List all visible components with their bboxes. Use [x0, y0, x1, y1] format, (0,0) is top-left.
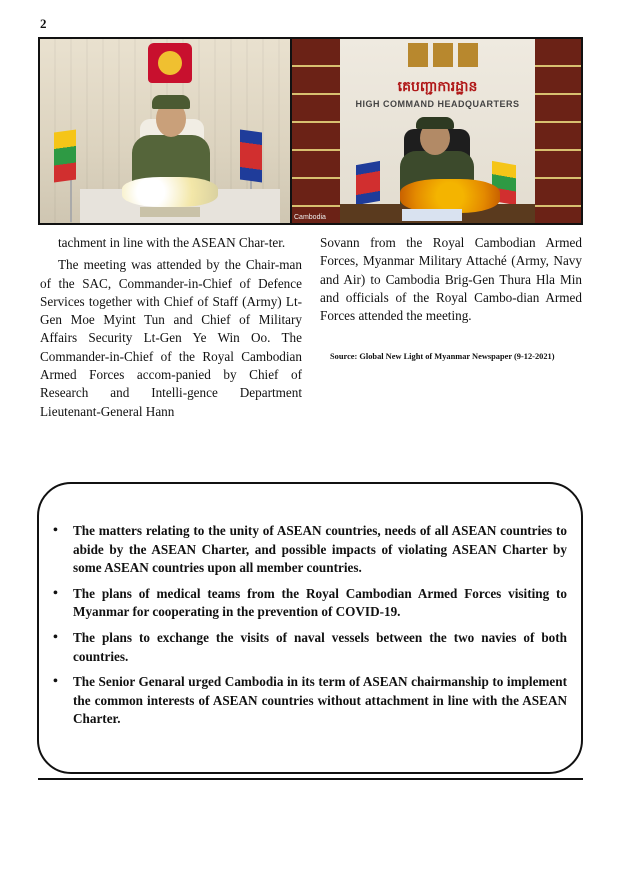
summary-list — [73, 522, 567, 736]
official-cap — [152, 95, 190, 109]
summary-box — [37, 482, 583, 774]
article-paragraph: tachment in line with the ASEAN Char-ter. — [58, 235, 286, 250]
photo-myanmar-side — [40, 39, 290, 223]
source-citation: Source: Global New Light of Myanmar Newspaper (9-12-2021) — [330, 352, 555, 361]
list-item: • The plans to exchange the visits of naval vessels between the two navies of both countries. — [73, 629, 567, 666]
nameplate — [140, 207, 200, 217]
article-paragraph: The meeting was attended by the Chair-man of the SAC, Commander-in-Chief of Defence Services together with Chief of Staff (Army) Lt-Gen Moe Myint Tun and Chief of Military Affairs Security Lt-Gen Ye Win Oo. The Commander-in-Chief of the Royal Cambodian Armed Forces accom-panied by Chief of Research and Intelli-gence Department Lieutenant-General Hann — [40, 257, 302, 419]
list-item: • The matters relating to the unity of ASEAN countries, needs of all ASEAN countries to abide by the ASEAN Charter, and possible impacts of violating ASEAN Charter by some ASEAN countries upon all member countries. — [73, 522, 567, 578]
list-item: • The plans of medical teams from the Royal Cambodian Armed Forces visiting to Myanmar for cooperating in the prevention of COVID-19. — [73, 585, 567, 622]
trophy-shelf — [292, 39, 340, 223]
article-right-column — [320, 234, 582, 329]
bottom-divider — [38, 778, 583, 780]
list-item: • The Senior Genaral urged Cambodia in its term of ASEAN chairmanship to implement the common interests of ASEAN countries without attachment in line with the ASEAN Charter. — [73, 673, 567, 729]
article-left-column — [40, 234, 302, 425]
flower-arrangement — [122, 177, 218, 207]
hq-banner-text: HIGH COMMAND HEADQUARTERS — [355, 99, 520, 109]
trophy-shelf — [535, 39, 583, 223]
meeting-photo — [38, 37, 583, 225]
state-emblem-icon — [148, 43, 192, 83]
cambodia-flag-icon — [240, 129, 262, 182]
official-cap — [416, 117, 454, 129]
flower-arrangement — [400, 179, 500, 213]
article-paragraph: Sovann from the Royal Cambodian Armed Forces, Myanmar Military Attaché (Army, Navy and Air) to Cambodia Brig-Gen Thura Hla Min and officials of the Royal Cambo-dian Armed Forces attended the meeting. — [320, 235, 582, 324]
camera-label: Cambodia — [294, 214, 326, 221]
page-number: 2 — [40, 16, 47, 31]
cambodia-flag-icon — [356, 161, 380, 205]
nameplate — [402, 209, 462, 221]
photo-cambodia-side — [292, 39, 583, 223]
hq-khmer-title: គេបញ្ជាការដ្ឋាន — [397, 80, 478, 95]
portraits — [408, 43, 478, 67]
myanmar-flag-icon — [54, 129, 76, 182]
